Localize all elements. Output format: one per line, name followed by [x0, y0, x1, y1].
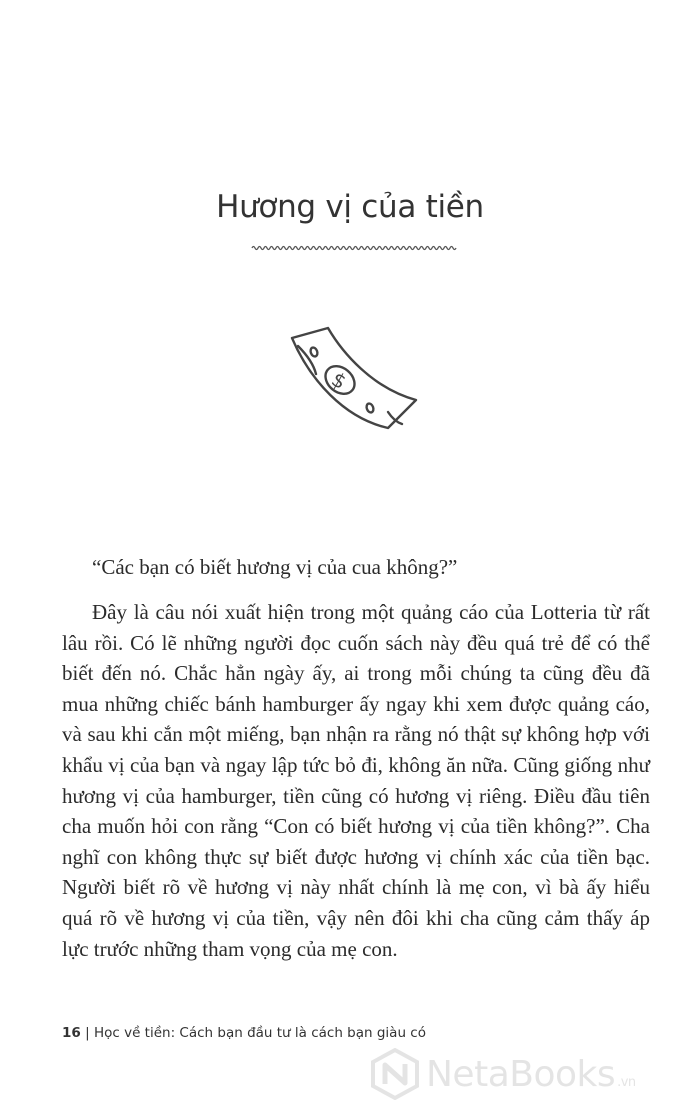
- chapter-title: Hương vị của tiền: [216, 188, 484, 225]
- page-number: 16: [62, 1025, 81, 1041]
- wavy-line-divider: [250, 242, 460, 254]
- opening-quote: “Các bạn có biết hương vị của cua không?”: [92, 555, 458, 579]
- footer-separator: |: [85, 1025, 90, 1041]
- body-paragraph: Đây là câu nói xuất hiện trong một quảng cáo của Lotteria từ rất lâu rồi. Có lẽ những người đọc cuốn sách này đều quá trẻ để có thể biết đến nó. Chắc hẳn ngày ấy, ai trong mỗi chúng ta cũng đều đã mua những chiếc bánh hamburger ấy ngay khi xem được quảng cáo, và sau khi cắn một miếng, bạn nhận ra rằng nó thật sự không hợp với khẩu vị của bạn và ngay lập tức bỏ đi, không ăn nữa. Cũng giống như hương vị của hamburger, tiền cũng có hương vị riêng. Điều đầu tiên cha muốn hỏi con rằng “Con có biết hương vị của tiền không?”. Cha nghĩ con không thực sự biết được hương vị chính xác của tiền bạc. Người biết rõ về hương vị này nhất chính là mẹ con, vì bà ấy hiểu quá rõ về hương vị của tiền, vậy nên đôi khi cha cũng cảm thấy áp lực trước những tham vọng của mẹ con.: [62, 600, 650, 961]
- watermark-suffix: .vn: [617, 1075, 636, 1090]
- watermark-brand: NetaBooks: [426, 1053, 616, 1095]
- book-title: Học về tiền: Cách bạn đầu tư là cách bạn giàu có: [93, 1025, 426, 1041]
- svg-text:$: $: [327, 366, 351, 395]
- money-bill-icon: [284, 322, 424, 442]
- netabooks-logo-icon: [370, 1048, 420, 1100]
- watermark: [370, 1044, 636, 1104]
- page-footer: [62, 1025, 426, 1041]
